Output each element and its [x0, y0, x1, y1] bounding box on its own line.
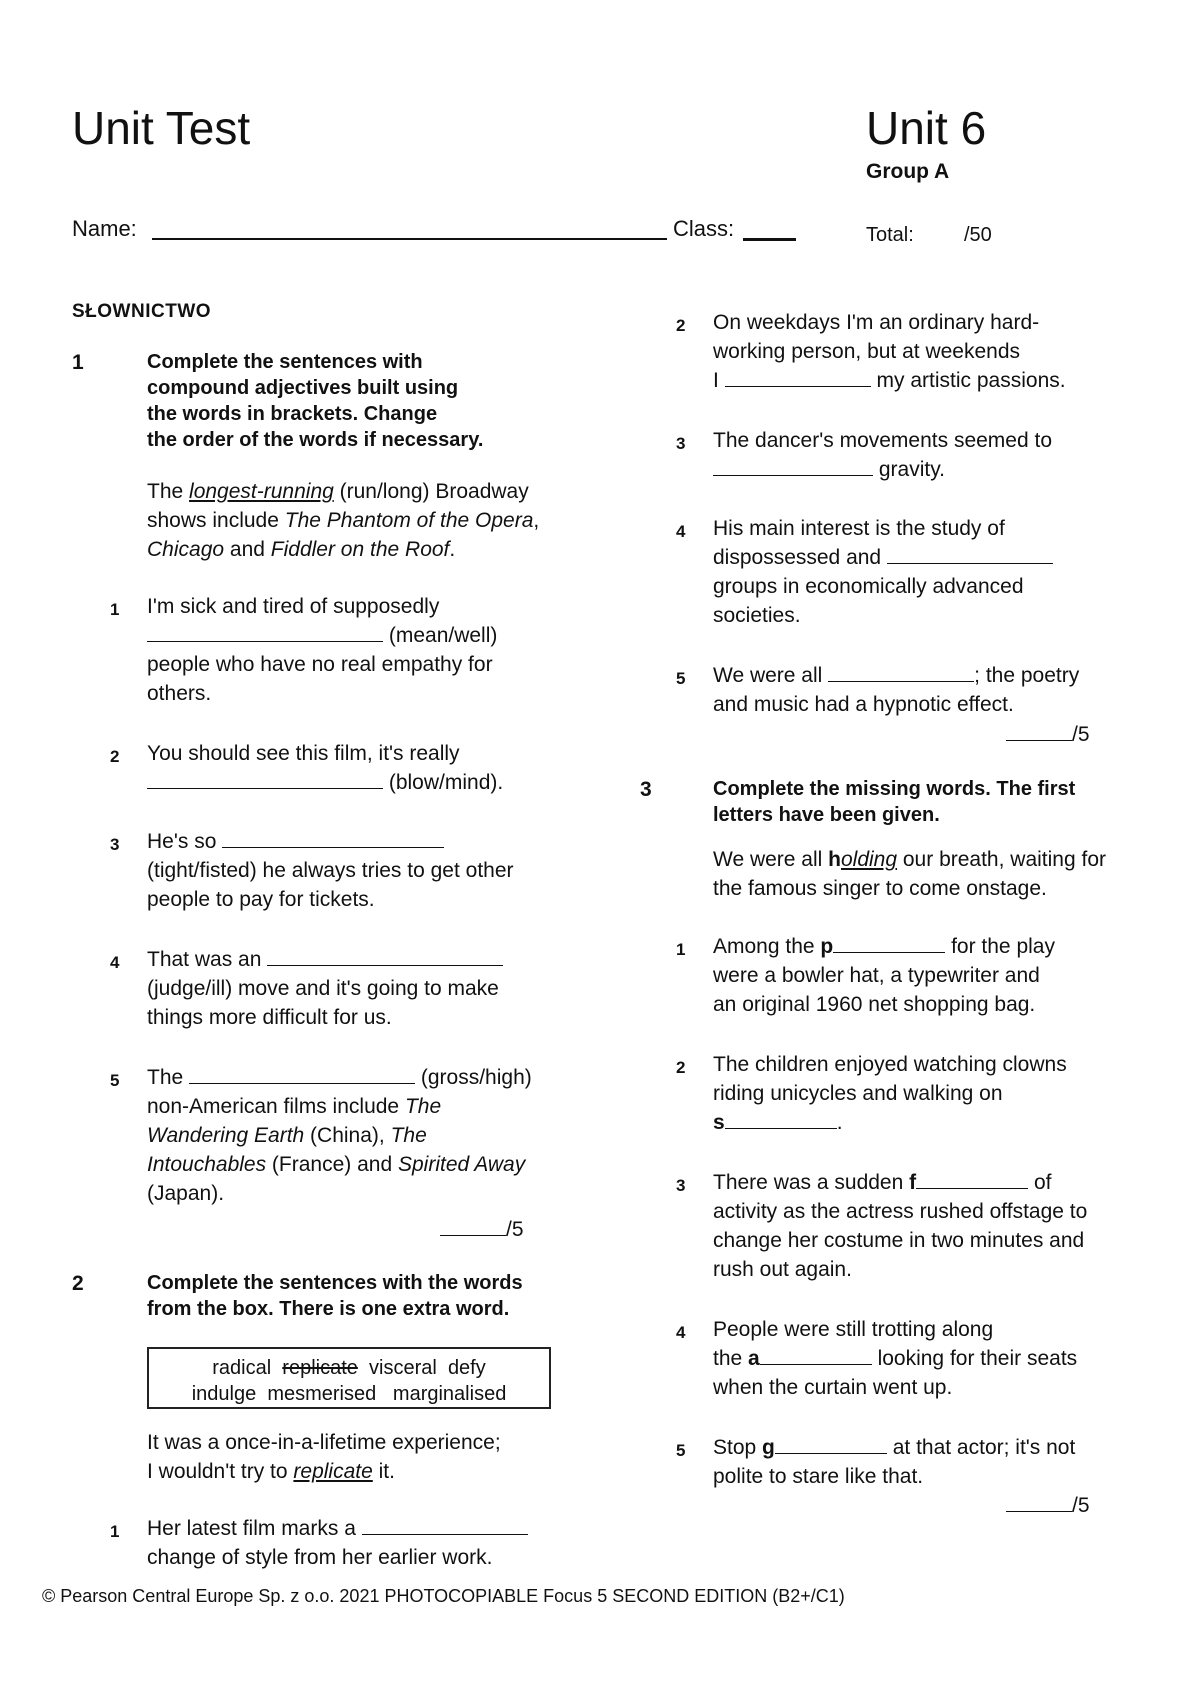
- answer-blank[interactable]: [916, 1168, 1028, 1189]
- answer-blank[interactable]: [267, 945, 503, 966]
- q1-item2: You should see this film, it's really (blow/mind).: [147, 742, 504, 794]
- q3-item3-number: 3: [676, 1176, 686, 1195]
- q2-instruction: Complete the sentences with the words from the box. There is one extra word.: [147, 1272, 523, 1320]
- answer-blank[interactable]: [833, 932, 945, 953]
- answer-blank[interactable]: [760, 1344, 872, 1365]
- q3-item5-number: 5: [676, 1441, 686, 1460]
- answer-blank[interactable]: [189, 1063, 415, 1084]
- answer-blank[interactable]: [147, 768, 383, 789]
- q2-item2: On weekdays I'm an ordinary hard- working person, but at weekends I my artistic passions.: [713, 311, 1066, 392]
- q3-item4: People were still trotting along the a looking for their seats when the curtain went up.: [713, 1318, 1078, 1399]
- q1-item1-number: 1: [110, 600, 120, 619]
- answer-blank[interactable]: [362, 1514, 528, 1535]
- q3-example-answer: olding: [840, 848, 898, 871]
- q1-item1: I'm sick and tired of supposedly (mean/well) people who have no real empathy for others.: [147, 595, 498, 705]
- class-field[interactable]: [743, 238, 796, 241]
- total-label: Total:: [866, 224, 914, 246]
- q3-number: 3: [640, 778, 652, 801]
- q2-example-answer: replicate: [293, 1460, 373, 1483]
- answer-blank[interactable]: [828, 661, 974, 682]
- word-box: radical replicate visceral defy indulge mesmerised marginalised: [147, 1347, 551, 1409]
- q2-item1: Her latest film marks a change of style from her earlier work.: [147, 1514, 528, 1572]
- q3-item3: There was a sudden f of activity as the actress rushed offstage to change her costume in two minutes and rush out again.: [713, 1168, 1087, 1284]
- answer-blank[interactable]: [713, 455, 873, 476]
- q1-item2-number: 2: [110, 747, 120, 766]
- copyright-footer: © Pearson Central Europe Sp. z o.o. 2021 PHOTOCOPIABLE Focus 5 SECOND EDITION (B2+/C1): [42, 1586, 845, 1606]
- q1-example-answer: longest-running: [189, 480, 334, 503]
- answer-blank[interactable]: [222, 827, 444, 848]
- score-blank[interactable]: [1006, 720, 1072, 741]
- answer-blank[interactable]: [725, 1108, 837, 1129]
- q1-item3: He's so (tight/fisted) he always tries to get other people to pay for tickets.: [147, 827, 514, 914]
- q2-item4: His main interest is the study of dispossessed and groups in economically advanced societies.: [713, 514, 1053, 630]
- q2-item2-number: 2: [676, 316, 686, 335]
- q1-score: /5: [440, 1215, 524, 1242]
- q2-item3-number: 3: [676, 434, 686, 453]
- q3-item4-number: 4: [676, 1323, 686, 1342]
- answer-blank[interactable]: [725, 366, 871, 387]
- q3-item5: Stop g at that actor; it's not polite to stare like that.: [713, 1433, 1075, 1491]
- class-label: Class:: [673, 216, 735, 241]
- q2-example: It was a once-in-a-lifetime experience; I wouldn't try to replicate it.: [147, 1431, 501, 1483]
- q2-item5-number: 5: [676, 669, 686, 688]
- q1-example: The longest-running (run/long) Broadway shows include The Phantom of the Opera, Chicago and Fiddler on the Roof.: [147, 480, 540, 561]
- q1-instruction: Complete the sentences with compound adjectives built using the words in brackets. Change the order of the words if necessary.: [147, 351, 484, 451]
- total-value: /50: [964, 224, 992, 246]
- score-blank[interactable]: [1006, 1491, 1072, 1512]
- q2-item1-number: 1: [110, 1522, 120, 1541]
- q2-item4-number: 4: [676, 522, 686, 541]
- score-blank[interactable]: [440, 1215, 506, 1236]
- q3-instruction: Complete the missing words. The first letters have been given.: [713, 778, 1076, 826]
- q1-item5: The (gross/high) non-American films include The Wandering Earth (China), The Intouchables (France) and Spirited Away (Japan).: [147, 1063, 532, 1208]
- q2-number: 2: [72, 1272, 84, 1295]
- q1-item5-number: 5: [110, 1071, 120, 1090]
- q2-item3: The dancer's movements seemed to gravity.: [713, 429, 1053, 481]
- q1-item4: That was an (judge/ill) move and it's going to make things more difficult for us.: [147, 945, 503, 1032]
- q1-item4-number: 4: [110, 953, 120, 972]
- group-label: Group A: [866, 160, 950, 183]
- q1-number: 1: [72, 351, 84, 374]
- name-label: Name:: [72, 216, 137, 241]
- section-heading: SŁOWNICTWO: [72, 301, 212, 322]
- answer-blank[interactable]: [887, 543, 1053, 564]
- q2-score: /5: [1006, 720, 1090, 747]
- answer-blank[interactable]: [775, 1433, 887, 1454]
- q2-item5: We were all ; the poetry and music had a hypnotic effect.: [713, 661, 1079, 719]
- q3-item1: Among the p for the play were a bowler hat, a typewriter and an original 1960 net shopping bag.: [713, 932, 1055, 1019]
- unit-label: Unit 6: [866, 102, 987, 154]
- name-field[interactable]: [152, 238, 667, 240]
- q3-score: /5: [1006, 1491, 1090, 1518]
- page-title: Unit Test: [72, 102, 251, 154]
- answer-blank[interactable]: [147, 621, 383, 642]
- q1-item3-number: 3: [110, 835, 120, 854]
- q3-item2: The children enjoyed watching clowns riding unicycles and walking on s .: [713, 1053, 1067, 1134]
- q3-example: We were all holding our breath, waiting for the famous singer to come onstage.: [713, 848, 1106, 900]
- q3-item2-number: 2: [676, 1058, 686, 1077]
- q3-item1-number: 1: [676, 940, 686, 959]
